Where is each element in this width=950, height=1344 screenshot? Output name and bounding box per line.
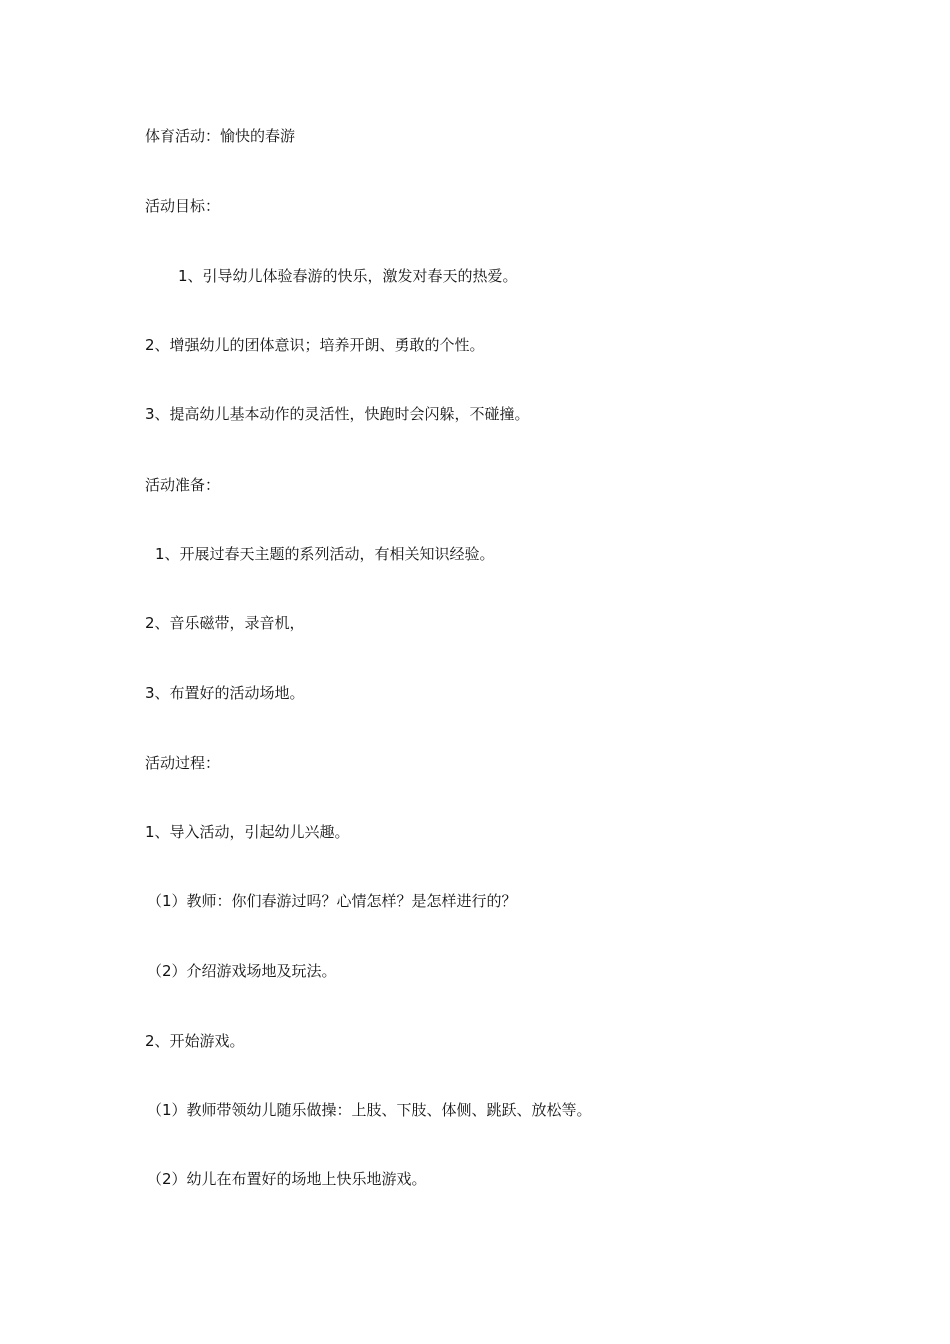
process-step-1-sub-2: （2）介绍游戏场地及玩法。 (147, 962, 337, 980)
process-step-2-sub-2: （2）幼儿在布置好的场地上快乐地游戏。 (147, 1170, 427, 1188)
prep-item-2: 2、音乐磁带，录音机， (145, 614, 305, 632)
section-heading-prep: 活动准备： (145, 476, 221, 494)
goal-item-1: 1、引导幼儿体验春游的快乐，激发对春天的热爱。 (178, 267, 518, 285)
document-title: 体育活动：愉快的春游 (145, 127, 296, 145)
section-heading-process: 活动过程： (145, 754, 221, 772)
goal-item-2: 2、增强幼儿的团体意识；培养开朗、勇敢的个性。 (145, 336, 485, 354)
process-step-2-sub-1: （1）教师带领幼儿随乐做操：上肢、下肢、体侧、跳跃、放松等。 (147, 1101, 592, 1119)
prep-item-3: 3、布置好的活动场地。 (145, 684, 305, 702)
prep-item-1: 1、开展过春天主题的系列活动，有相关知识经验。 (155, 545, 495, 563)
process-step-1-sub-1: （1）教师：你们春游过吗？心情怎样？是怎样进行的？ (147, 892, 517, 910)
process-step-2: 2、开始游戏。 (145, 1032, 245, 1050)
process-step-1: 1、导入活动，引起幼儿兴趣。 (145, 823, 350, 841)
section-heading-goals: 活动目标： (145, 197, 221, 215)
goal-item-3: 3、提高幼儿基本动作的灵活性，快跑时会闪躲，不碰撞。 (145, 405, 530, 423)
